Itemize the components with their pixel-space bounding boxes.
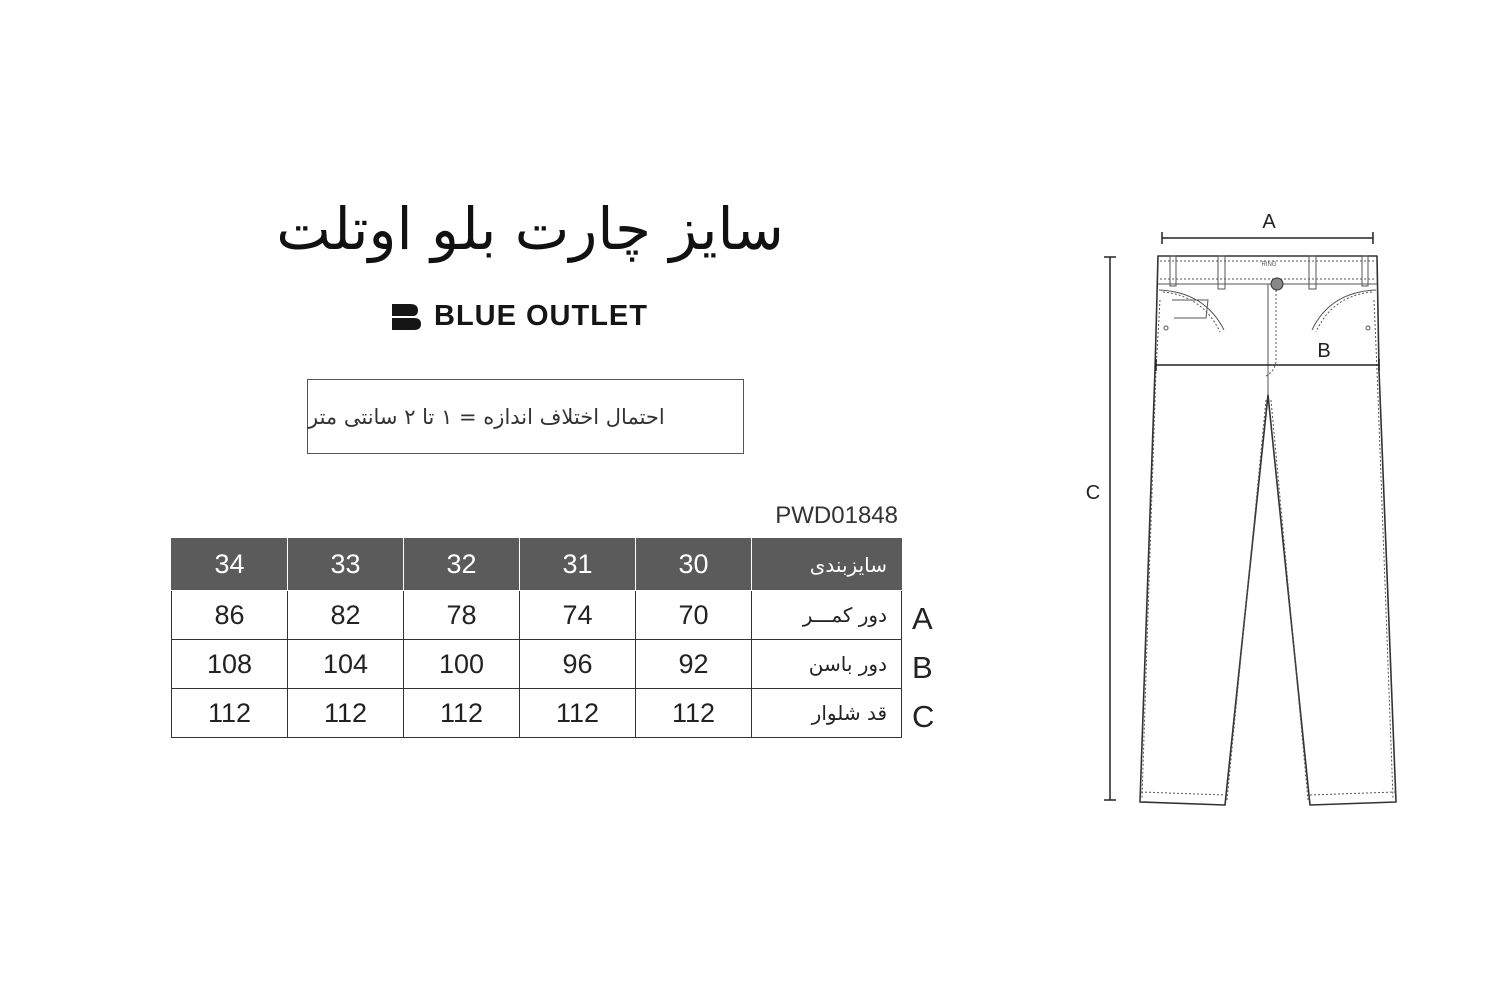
measure-c-label: C xyxy=(1085,482,1101,504)
size-table xyxy=(171,538,902,738)
size-header-cell: 30 xyxy=(636,539,752,591)
table-cell: 92 xyxy=(636,640,752,689)
table-cell: 112 xyxy=(172,689,288,738)
button-icon xyxy=(1271,278,1283,290)
product-code: PWD01848 xyxy=(775,502,898,529)
size-tolerance-note xyxy=(307,379,744,454)
waistband-brand-text: RING xyxy=(1261,262,1277,268)
size-header-cell: 31 xyxy=(520,539,636,591)
sizing-header-label: سایزبندی xyxy=(752,539,902,591)
measure-a-line xyxy=(1162,232,1373,244)
table-cell: 70 xyxy=(636,591,752,640)
measure-b-label: B xyxy=(1317,340,1331,362)
size-tolerance-text: احتمال اختلاف اندازه = ۱ تا ۲ سانتی متر xyxy=(308,404,665,429)
table-row-waist xyxy=(172,591,902,640)
table-cell: 78 xyxy=(404,591,520,640)
page-title: سایز چارت بلو اوتلت xyxy=(276,195,784,263)
table-row-length xyxy=(172,689,902,738)
size-header-cell: 32 xyxy=(404,539,520,591)
table-cell: 96 xyxy=(520,640,636,689)
table-cell: 112 xyxy=(520,689,636,738)
brand xyxy=(300,300,740,333)
table-cell: 86 xyxy=(172,591,288,640)
table-cell: 112 xyxy=(404,689,520,738)
table-cell: 112 xyxy=(288,689,404,738)
table-header-row xyxy=(172,539,902,591)
table-row-hip xyxy=(172,640,902,689)
brand-name: BLUE OUTLET xyxy=(434,300,648,332)
row-key-b: B xyxy=(912,650,933,685)
row-label-hip: دور باسن xyxy=(752,640,902,689)
row-label-waist: دور کمـــر xyxy=(752,591,902,640)
table-cell: 74 xyxy=(520,591,636,640)
row-key-a: A xyxy=(912,601,933,636)
table-cell: 112 xyxy=(636,689,752,738)
measure-a-label: A xyxy=(1262,211,1276,233)
pants-diagram xyxy=(1080,200,1410,820)
table-cell: 104 xyxy=(288,640,404,689)
size-header-cell: 34 xyxy=(172,539,288,591)
brand-b-logo-icon xyxy=(392,304,422,330)
row-label-length: قد شلوار xyxy=(752,689,902,738)
table-cell: 100 xyxy=(404,640,520,689)
measure-c-line xyxy=(1104,257,1116,800)
size-header-cell: 33 xyxy=(288,539,404,591)
row-key-c: C xyxy=(912,699,935,734)
table-cell: 82 xyxy=(288,591,404,640)
table-cell: 108 xyxy=(172,640,288,689)
